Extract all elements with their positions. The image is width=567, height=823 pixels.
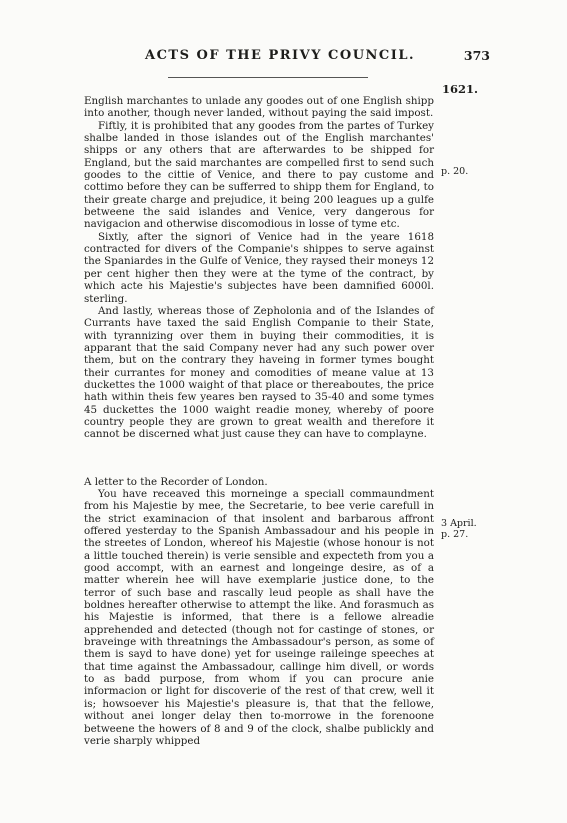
margin-page-ref: p. 20. xyxy=(441,166,469,177)
paragraph: Fiftly, it is prohibited that any goodes from the partes of Turkey shalbe landed in those islandes out of the English marchantes' shipps or any others that are afterwardes to be shipped for England, but the said marchantes are compelled first to send such goodes to the cittie of Venice, and there to pay custome and cottimo before they can be sufferred to shipp them for England, to their greate charge and prejudice, it being 200 leagues up a gulfe betweene the said islandes and Venice, very dangerous for navigacion and otherwise discomodious in losse of tyme etc. xyxy=(84,119,434,231)
page-header xyxy=(80,48,490,70)
letter-body: You have receaved this morneinge a speciall commaundment from his Majestie by mee, the Secretarie, to bee verie carefull in the strict examinacion of that insolent and barbarous affront offered yesterday to the Spanish Ambassadour and his people in the streetes of London, whereof his Majestie (whose honour is not a little touched therein) is verie sensible and expecteth from you a good accompt, with an earnest and longeinge desire, as of a matter wherein hee will have exemplarie justice done, to the terror of such base and rascally leud people as shall have the boldnes hereafter otherwise to attempt the like. And forasmuch as his Majestie is informed, that there is a fellowe alreadie apprehended and detected (though not for castinge of stones, or braveinge with threatnings the Ambassadour's person, as some of them is sayd to have done) yet for useinge raileinge speeches at that time against the Ambassadour, callinge him divell, or words to as badd purpose, from whom if you can procure anie informacion or light for discoverie of the rest of that crew, well it is; howsoever his Majestie's pleasure is, that that the fellowe, without anei longer delay then to-morrowe in the forenoone betweene the howers of 8 and 9 of the clock, shalbe publickly and verie sharply whipped xyxy=(84,487,434,747)
section-gap xyxy=(84,441,434,476)
paragraph: And lastly, whereas those of Zepholonia and of the Islandes of Currants have taxed the said English Companie to their State, with tyrannizing over them in buying their commodities, it is apparant that the said Company never had any such power over them, but on the contrary they haveing in former tymes bought their currantes for money and comodities of meane value at 13 duckettes the 1000 waight of that place or thereaboutes, the price hath within theis few yeares ben raysed to 35-40 and some tymes 45 duckettes the 1000 waight readie money, whereby of poore country people they are grown to great wealth and therefore it cannot be discerned what just cause they can have to complayne. xyxy=(84,304,434,441)
body-text xyxy=(84,95,434,747)
running-head: ACTS OF THE PRIVY COUNCIL. xyxy=(144,48,416,63)
page-number: 373 xyxy=(463,48,490,63)
margin-page-ref: p. 27. xyxy=(441,529,469,540)
letter-title: A letter to the Recorder of London. xyxy=(84,475,268,488)
margin-date: 3 April. xyxy=(441,518,477,529)
header-rule xyxy=(168,77,368,78)
margin-year: 1621. xyxy=(442,82,479,96)
paragraph: Sixtly, after the signori of Venice had in the yeare 1618 contracted for divers of the Companie's shippes to serve against the Spaniardes in the Gulfe of Venice, they raysed their moneys 12 per cent higher then they were at the tyme of the contract, by which acte his Majestie's subjectes have been damnified 6000l. sterling. xyxy=(84,230,434,305)
paragraph: English marchantes to unlade any goodes out of one English shipp into another, though never landed, without paying the said impost. xyxy=(84,95,434,120)
